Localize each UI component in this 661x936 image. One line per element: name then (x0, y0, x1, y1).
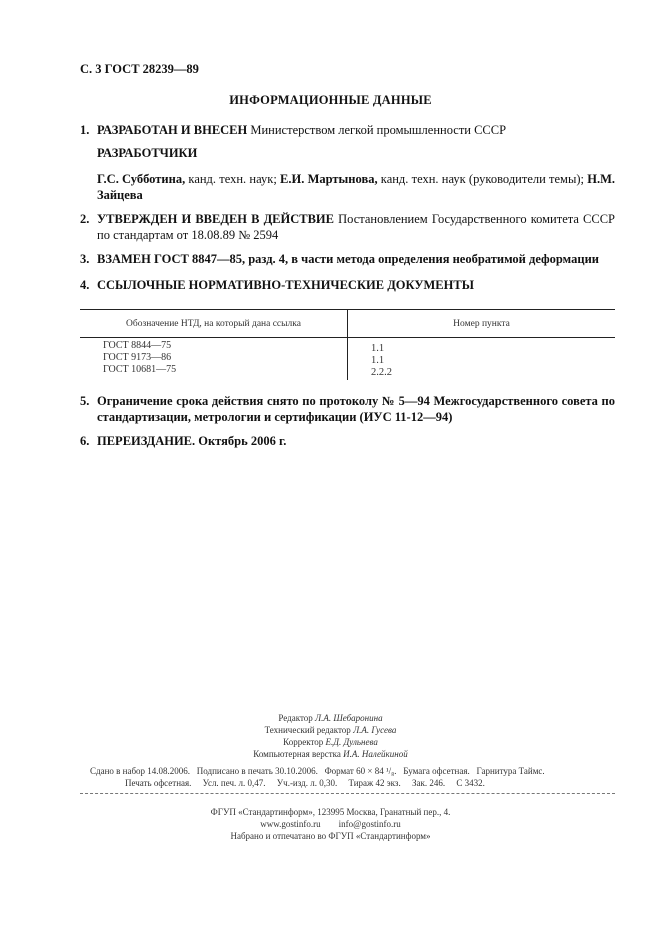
credit-corrector: Корректор Е.Д. Дульнева (283, 737, 378, 747)
developer-name: Е.И. Мартынова, (280, 172, 378, 186)
item-heading: УТВЕРЖДЕН И ВВЕДЕН В ДЕЙСТВИЕ (97, 212, 334, 226)
item-heading: ССЫЛОЧНЫЕ НОРМАТИВНО-ТЕХНИЧЕСКИЕ ДОКУМЕНТЫ (97, 278, 474, 292)
info-item-1 (80, 122, 615, 138)
item-text: разд. 4, в части метода определения необратимой деформации (245, 252, 599, 266)
info-item-6 (80, 433, 615, 449)
item-number: 6. (80, 434, 90, 448)
table-cell-clause: 1.1 (371, 343, 385, 354)
info-item-3 (80, 251, 615, 267)
credits-block (0, 712, 661, 760)
item-heading: ПЕРЕИЗДАНИЕ. Октябрь 2006 г. (97, 434, 287, 448)
item-heading: ВЗАМЕН ГОСТ 8847—85, (97, 252, 246, 266)
ntd-reference-table (80, 309, 615, 380)
item-heading: Ограничение срока действия снято по протоколу № 5—94 Межгосударственного совета по стандартизации, метрологии и сертификации (ИУС 11-12—94) (97, 394, 615, 424)
publication-info (90, 765, 545, 789)
item-text: Министерством легкой промышленности СССР (247, 123, 507, 137)
pubinfo-line: Печать офсетная. Усл. печ. л. 0,47. Уч.-изд. л. 0,30. Тираж 42 экз. Зак. 246. С 3432. (125, 778, 485, 788)
publisher-web: www.gostinfo.ru info@gostinfo.ru (260, 819, 401, 829)
credit-tech-editor: Технический редактор Л.А. Гусева (264, 725, 397, 735)
developers-heading: РАЗРАБОТЧИКИ (97, 146, 198, 160)
credit-editor: Редактор Л.А. Шебаронина (278, 713, 383, 723)
table-column-documents (103, 340, 176, 376)
pubinfo-line: Сдано в набор 14.08.2006. Подписано в печать 30.10.2006. Формат 60 × 84 ¹/₈. Бумага офсетная. Гарнитура Таймс. (90, 766, 545, 776)
item-heading: РАЗРАБОТАН И ВНЕСЕН (97, 123, 248, 137)
table-cell-clause: 1.1 (371, 355, 385, 366)
info-item-4 (80, 277, 615, 293)
developer-name: Н.М. Зайцева (97, 172, 616, 202)
table-cell-document: ГОСТ 8844—75 (103, 340, 172, 351)
item-number: 4. (80, 278, 90, 292)
item-number: 2. (80, 212, 90, 226)
table-cell-clause: 2.2.2 (371, 367, 392, 378)
info-item-5 (80, 393, 615, 425)
credit-layout: Компьютерная верстка И.А. Налейкиной (253, 749, 408, 759)
table-header-clause: Номер пункта (453, 319, 510, 329)
item-number: 1. (80, 123, 90, 137)
publisher-footer (0, 806, 661, 842)
page-header: С. 3 ГОСТ 28239—89 (80, 62, 199, 76)
separator-line (80, 793, 615, 794)
item-number: 5. (80, 394, 90, 408)
publisher-address: ФГУП «Стандартинформ», 123995 Москва, Гранатный пер., 4. (210, 807, 451, 817)
developer-name: Г.С. Субботина, (97, 172, 186, 186)
table-cell-document: ГОСТ 10681—75 (103, 364, 177, 375)
table-column-clauses (371, 343, 392, 379)
info-item-2 (80, 211, 615, 243)
table-header-document: Обозначение НТД, на который дана ссылка (126, 319, 301, 329)
document-title: ИНФОРМАЦИОННЫЕ ДАННЫЕ (229, 93, 432, 107)
item-text: Постановлением Государственного комитета СССР по стандартам от 18.08.89 № 2594 (97, 212, 615, 242)
printer-note: Набрано и отпечатано во ФГУП «Стандартинформ» (230, 831, 431, 841)
developers-list: Г.С. Субботина, канд. техн. наук; Е.И. Мартынова, канд. техн. наук (руководители темы); Н.М. Зайцева (97, 172, 616, 202)
item-number: 3. (80, 252, 90, 266)
table-cell-document: ГОСТ 9173—86 (103, 352, 172, 363)
